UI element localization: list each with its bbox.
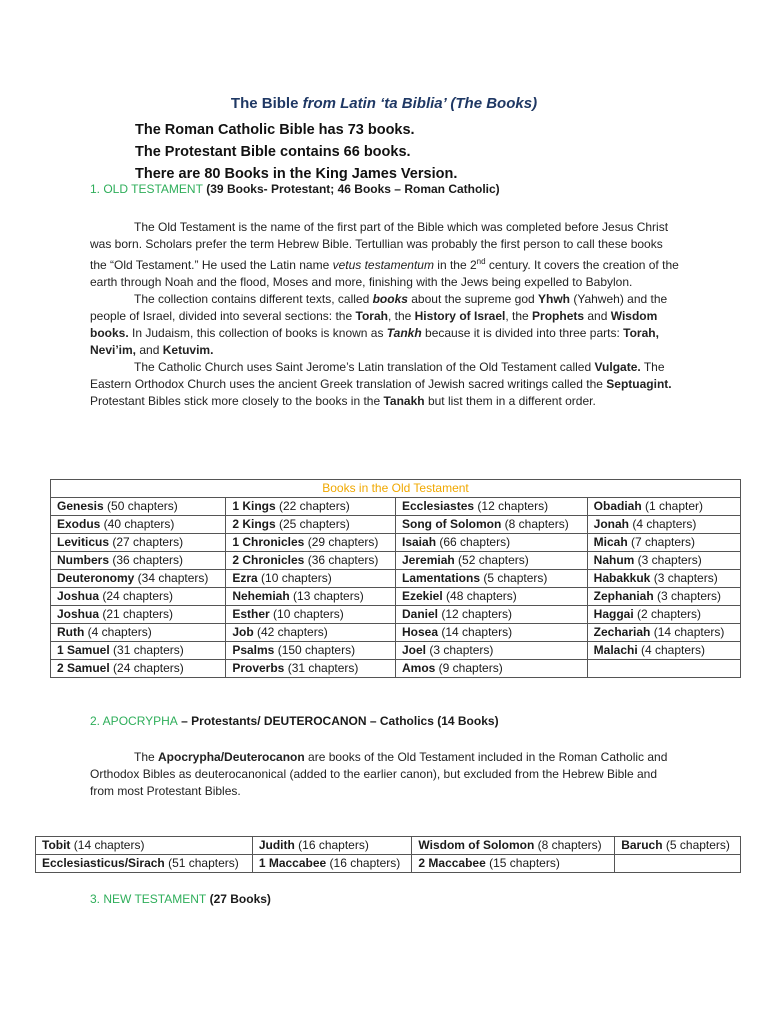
ot-paragraph-2 (90, 291, 680, 359)
chapter-count: (31 chapters) (109, 643, 184, 657)
table-cell (396, 534, 588, 552)
term-ketuvim: Ketuvim. (162, 343, 214, 357)
table-cell (226, 660, 396, 678)
text: because it is divided into three parts: (421, 326, 624, 340)
book-name: 1 Samuel (57, 643, 110, 657)
chapter-count: (5 chapters) (480, 571, 548, 585)
table-cell (587, 552, 740, 570)
table-cell (226, 570, 396, 588)
book-name: Micah (593, 535, 628, 549)
table-row (51, 516, 741, 534)
book-name: Esther (232, 607, 270, 621)
old-testament-heading-note: (39 Books- Protestant; 46 Books – Roman Catholic) (206, 182, 500, 196)
book-name: Lamentations (402, 571, 481, 585)
table-cell (412, 837, 615, 855)
chapter-count: (1 chapter) (641, 499, 704, 513)
book-name: 2 Chronicles (232, 553, 305, 567)
table-cell (587, 642, 740, 660)
chapter-count: (14 chapters) (650, 625, 725, 639)
text: Protestant Bibles stick more closely to the books in the (90, 394, 384, 408)
text: in the 2 (433, 258, 477, 272)
table-cell (226, 534, 396, 552)
book-name: Hosea (402, 625, 439, 639)
chapter-count: (8 chapters) (534, 838, 602, 852)
title-prefix: The Bible (230, 95, 299, 112)
chapter-count: (7 chapters) (627, 535, 696, 549)
old-testament-heading (90, 182, 500, 196)
apocrypha-heading (90, 714, 499, 728)
table-cell (226, 498, 396, 516)
table-row (51, 570, 741, 588)
text: The Catholic Church uses Saint Jerome’s Latin translation of the Old Testament called (134, 360, 595, 374)
text: The collection contains different texts, called (134, 292, 373, 306)
book-name: Numbers (57, 553, 110, 567)
book-name: Joshua (57, 589, 100, 603)
superscript: nd (476, 257, 486, 266)
chapter-count: (48 chapters) (442, 589, 517, 603)
book-name: Nehemiah (232, 589, 290, 603)
book-name: Tobit (42, 838, 71, 852)
chapter-count: (50 chapters) (103, 499, 178, 513)
book-name: Exodus (57, 517, 101, 531)
book-name: Daniel (402, 607, 439, 621)
table-cell (51, 624, 226, 642)
chapter-count: (16 chapters) (326, 856, 401, 870)
text: In Judaism, this collection of books is known as (128, 326, 387, 340)
apocrypha-text (90, 749, 680, 800)
book-name: Proverbs (232, 661, 285, 675)
chapter-count: (3 chapters) (653, 589, 722, 603)
text: , the (505, 309, 533, 323)
book-name: Genesis (57, 499, 104, 513)
chapter-count: (51 chapters) (164, 856, 239, 870)
text: but list them in a different order. (424, 394, 596, 408)
text: The Old Testament is the name of the first part of the Bible which was completed before Jesus Christ was born. Scholars prefer the term Hebrew Bible. Tertullian was probably the first person to call these books the “Old Testament.” He used the Latin name (90, 220, 669, 272)
new-testament-heading-note: (27 Books) (206, 892, 271, 906)
chapter-count: (10 chapters) (269, 607, 344, 621)
text: century. It covers the creation of the earth through Noah and the flood, Moses and more, finishing with the Jews being expelled to Babylon. (90, 258, 679, 289)
table-row (36, 855, 741, 873)
table-cell (226, 552, 396, 570)
chapter-count: (36 chapters) (109, 553, 184, 567)
book-name: Zephaniah (593, 589, 654, 603)
new-testament-heading (90, 892, 271, 906)
term-apocrypha: Apocrypha/Deuterocanon (158, 750, 305, 764)
chapter-count: (16 chapters) (294, 838, 369, 852)
table-cell (51, 660, 226, 678)
chapter-count: (21 chapters) (99, 607, 174, 621)
table-cell (226, 624, 396, 642)
table-row (51, 498, 741, 516)
book-name: 1 Kings (232, 499, 276, 513)
table-cell (252, 855, 412, 873)
book-name: Zechariah (593, 625, 651, 639)
table-cell (587, 516, 740, 534)
fact-kjv: There are 80 Books in the King James Version. (135, 166, 458, 182)
chapter-count: (40 chapters) (100, 517, 175, 531)
chapter-count: (29 chapters) (304, 535, 379, 549)
term-books: books (372, 292, 408, 306)
term-tankh: Tankh (386, 326, 422, 340)
chapter-count: (24 chapters) (109, 661, 184, 675)
chapter-count: (52 chapters) (454, 553, 529, 567)
facts-list (135, 119, 457, 185)
book-name: Joel (402, 643, 427, 657)
apocrypha-paragraph (90, 749, 680, 800)
fact-catholic: The Roman Catholic Bible has 73 books. (135, 122, 415, 138)
chapter-count: (42 chapters) (253, 625, 328, 639)
book-name: Ezekiel (402, 589, 443, 603)
table-cell (587, 570, 740, 588)
book-name: Leviticus (57, 535, 110, 549)
term-vulgate: Vulgate. (594, 360, 641, 374)
table-cell (396, 606, 588, 624)
table-cell (587, 660, 740, 678)
table-cell (587, 534, 740, 552)
term-tanakh: Tanakh (383, 394, 425, 408)
book-name: Haggai (593, 607, 634, 621)
table-cell (51, 606, 226, 624)
apocrypha-heading-label: 2. APOCRYPHA (90, 714, 178, 728)
text: and (584, 309, 611, 323)
book-name: 1 Chronicles (232, 535, 305, 549)
page-title (0, 95, 768, 112)
text: and (136, 343, 163, 357)
chapter-count: (15 chapters) (485, 856, 560, 870)
book-name: Judith (258, 838, 295, 852)
latin-term: vetus testamentum (332, 258, 434, 272)
old-testament-text (90, 219, 680, 410)
table-cell (36, 837, 253, 855)
book-name: Ecclesiastes (402, 499, 475, 513)
chapter-count: (22 chapters) (275, 499, 350, 513)
term-torah: Torah (355, 309, 388, 323)
book-name: 2 Maccabee (418, 856, 486, 870)
apocrypha-heading-note: – Protestants/ DEUTEROCANON – Catholics (14 Books) (177, 714, 499, 728)
chapter-count: (31 chapters) (284, 661, 359, 675)
table-row (51, 660, 741, 678)
chapter-count: (4 chapters) (629, 517, 697, 531)
table-cell (51, 570, 226, 588)
chapter-count: (5 chapters) (662, 838, 730, 852)
book-name: Amos (402, 661, 436, 675)
chapter-count: (150 chapters) (274, 643, 356, 657)
table-cell (396, 660, 588, 678)
chapter-count: (14 chapters) (438, 625, 513, 639)
table-cell (587, 498, 740, 516)
chapter-count: (4 chapters) (84, 625, 152, 639)
table-cell (51, 516, 226, 534)
book-name: 2 Kings (232, 517, 276, 531)
chapter-count: (12 chapters) (438, 607, 513, 621)
table-row (51, 534, 741, 552)
text: about the supreme god (407, 292, 539, 306)
book-name: Song of Solomon (402, 517, 502, 531)
book-name: 1 Maccabee (258, 856, 327, 870)
chapter-count: (10 chapters) (257, 571, 332, 585)
book-name: Job (232, 625, 254, 639)
chapter-count: (14 chapters) (70, 838, 145, 852)
table-cell (226, 642, 396, 660)
table-cell (51, 498, 226, 516)
chapter-count: (3 chapters) (426, 643, 494, 657)
table-cell (615, 837, 741, 855)
book-name: Nahum (593, 553, 635, 567)
table-cell (226, 516, 396, 534)
chapter-count: (34 chapters) (134, 571, 209, 585)
term-prophets: Prophets (532, 309, 585, 323)
table-cell (396, 516, 588, 534)
table-cell (226, 588, 396, 606)
table-row (51, 606, 741, 624)
table-row (51, 588, 741, 606)
chapter-count: (4 chapters) (637, 643, 706, 657)
table-cell (226, 606, 396, 624)
table-cell (396, 552, 588, 570)
book-name: 2 Samuel (57, 661, 110, 675)
book-name: Ruth (57, 625, 85, 639)
chapter-count: (27 chapters) (109, 535, 184, 549)
table-row (51, 624, 741, 642)
table-row (51, 642, 741, 660)
chapter-count: (2 chapters) (633, 607, 702, 621)
table-cell (587, 606, 740, 624)
chapter-count: (24 chapters) (99, 589, 174, 603)
chapter-count: (66 chapters) (436, 535, 511, 549)
ot-paragraph-3 (90, 359, 680, 410)
text: , the (387, 309, 415, 323)
text: (Yahweh) and the people of Israel, divided into several sections: the (90, 292, 668, 323)
text: The (134, 750, 159, 764)
table-cell (396, 498, 588, 516)
book-name: Habakkuk (593, 571, 651, 585)
table-row (51, 552, 741, 570)
text: The Eastern Orthodox Church uses the ancient Greek translation of Jewish sacred writings called the (90, 360, 665, 391)
old-testament-heading-label: 1. OLD TESTAMENT (90, 182, 203, 196)
chapter-count: (25 chapters) (275, 517, 350, 531)
chapter-count: (9 chapters) (435, 661, 503, 675)
table-cell (587, 624, 740, 642)
new-testament-heading-label: 3. NEW TESTAMENT (90, 892, 207, 906)
book-name: Deuteronomy (57, 571, 135, 585)
book-name: Jonah (593, 517, 629, 531)
table-title: Books in the Old Testament (51, 480, 741, 498)
table-cell (396, 642, 588, 660)
book-name: Obadiah (593, 499, 642, 513)
chapter-count: (12 chapters) (474, 499, 549, 513)
ot-paragraph-1 (90, 219, 680, 291)
book-name: Baruch (621, 838, 663, 852)
table-row (36, 837, 741, 855)
title-italic: from Latin ‘ta Biblia’ (The Books) (302, 95, 538, 112)
chapter-count: (3 chapters) (634, 553, 702, 567)
book-name: Ezra (232, 571, 258, 585)
term-parts: Torah, Nevi’im, (90, 326, 659, 357)
table-cell (396, 570, 588, 588)
table-cell (51, 552, 226, 570)
table-cell (51, 588, 226, 606)
book-name: Malachi (593, 643, 638, 657)
chapter-count: (36 chapters) (304, 553, 379, 567)
term-yhwh: Yhwh (538, 292, 571, 306)
book-name: Joshua (57, 607, 100, 621)
text: are books of the Old Testament included in the Roman Catholic and Orthodox Bibles as deuterocanonical (added to the earlier canon), but excluded from the Hebrew Bible and from most Protestant Bibles. (90, 750, 668, 798)
table-cell (587, 588, 740, 606)
term-wisdom: Wisdom books. (90, 309, 658, 340)
book-name: Ecclesiasticus/Sirach (42, 856, 165, 870)
table-cell (252, 837, 412, 855)
term-history: History of Israel (414, 309, 506, 323)
book-name: Wisdom of Solomon (418, 838, 535, 852)
apocrypha-table (35, 836, 741, 873)
table-cell (396, 588, 588, 606)
chapter-count: (3 chapters) (650, 571, 718, 585)
table-cell (412, 855, 615, 873)
table-cell (51, 642, 226, 660)
fact-protestant: The Protestant Bible contains 66 books. (135, 144, 411, 160)
old-testament-table (50, 479, 741, 678)
book-name: Isaiah (402, 535, 437, 549)
chapter-count: (13 chapters) (289, 589, 364, 603)
chapter-count: (8 chapters) (501, 517, 569, 531)
table-cell (396, 624, 588, 642)
book-name: Jeremiah (402, 553, 455, 567)
table-cell (36, 855, 253, 873)
table-cell (615, 855, 741, 873)
table-cell (51, 534, 226, 552)
book-name: Psalms (232, 643, 275, 657)
term-septuagint: Septuagint. (606, 377, 672, 391)
